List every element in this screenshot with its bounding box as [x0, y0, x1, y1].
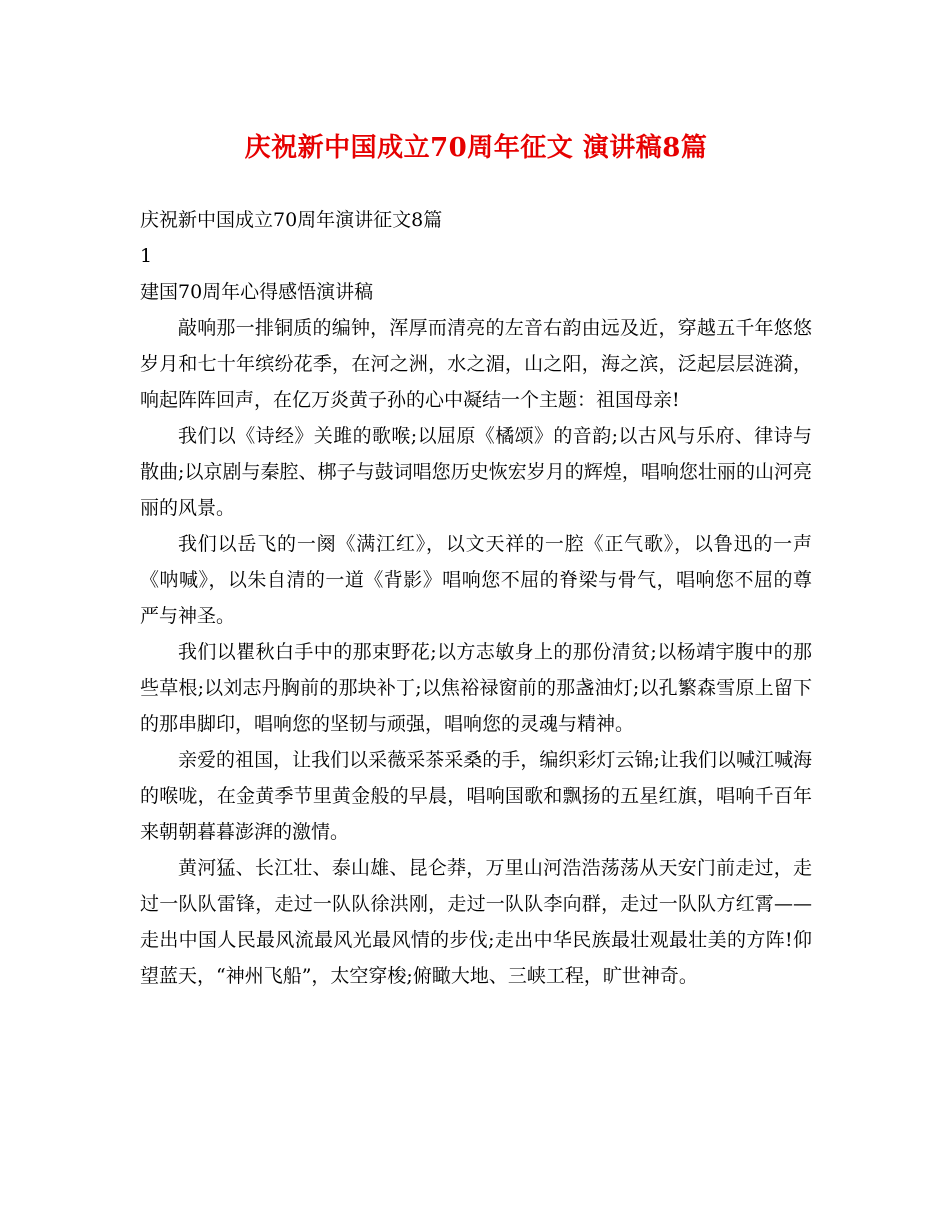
paragraph-4: 我们以瞿秋白手中的那束野花;以方志敏身上的那份清贫;以杨靖宇腹中的那些草根;以刘志丹胸前的那块补丁;以焦裕禄窗前的那盏油灯;以孔繁森雪原上留下的那串脚印，唱响您的坚韧与顽强，唱响您的灵魂与精神。 — [140, 641, 812, 735]
paragraph-3: 我们以岳飞的一阕《满江红》，以文天祥的一腔《正气歌》，以鲁迅的一声《呐喊》，以朱自清的一道《背影》唱响您不屈的脊梁与骨气，唱响您不屈的尊严与神圣。 — [140, 533, 812, 627]
paragraph-5: 亲爱的祖国，让我们以采薇采茶采桑的手，编织彩灯云锦;让我们以喊江喊海的喉咙，在金黄季节里黄金般的早晨，唱响国歌和飘扬的五星红旗，唱响千百年来朝朝暮暮澎湃的激情。 — [140, 749, 812, 843]
document-page — [140, 128, 812, 994]
document-title: 庆祝新中国成立70周年征文 演讲稿8篇 — [244, 133, 708, 163]
section-number: 1 — [140, 245, 153, 267]
paragraph-6: 黄河猛、长江壮、泰山雄、昆仑莽，万里山河浩浩荡荡从天安门前走过，走过一队队雷锋，走过一队队徐洪刚，走过一队队李向群，走过一队队方红霄——走出中国人民最风流最风光最风情的步伐;走出中华民族最壮观最壮美的方阵!仰望蓝天，“神州飞船”，太空穿梭;俯瞰大地、三峡工程，旷世神奇。 — [140, 857, 812, 987]
section-heading: 建国70周年心得感悟演讲稿 — [140, 281, 374, 303]
document-subtitle: 庆祝新中国成立70周年演讲征文8篇 — [140, 209, 443, 231]
paragraph-2: 我们以《诗经》关雎的歌喉;以屈原《橘颂》的音韵;以古风与乐府、律诗与散曲;以京剧与秦腔、梆子与鼓词唱您历史恢宏岁月的辉煌，唱响您壮丽的山河亮丽的风景。 — [140, 425, 812, 519]
paragraph-1: 敲响那一排铜质的编钟，浑厚而清亮的左音右韵由远及近，穿越五千年悠悠岁月和七十年缤纷花季，在河之洲，水之湄，山之阳，海之滨，泛起层层涟漪，响起阵阵回声，在亿万炎黄子孙的心中凝结一个主题：祖国母亲! — [140, 317, 812, 411]
